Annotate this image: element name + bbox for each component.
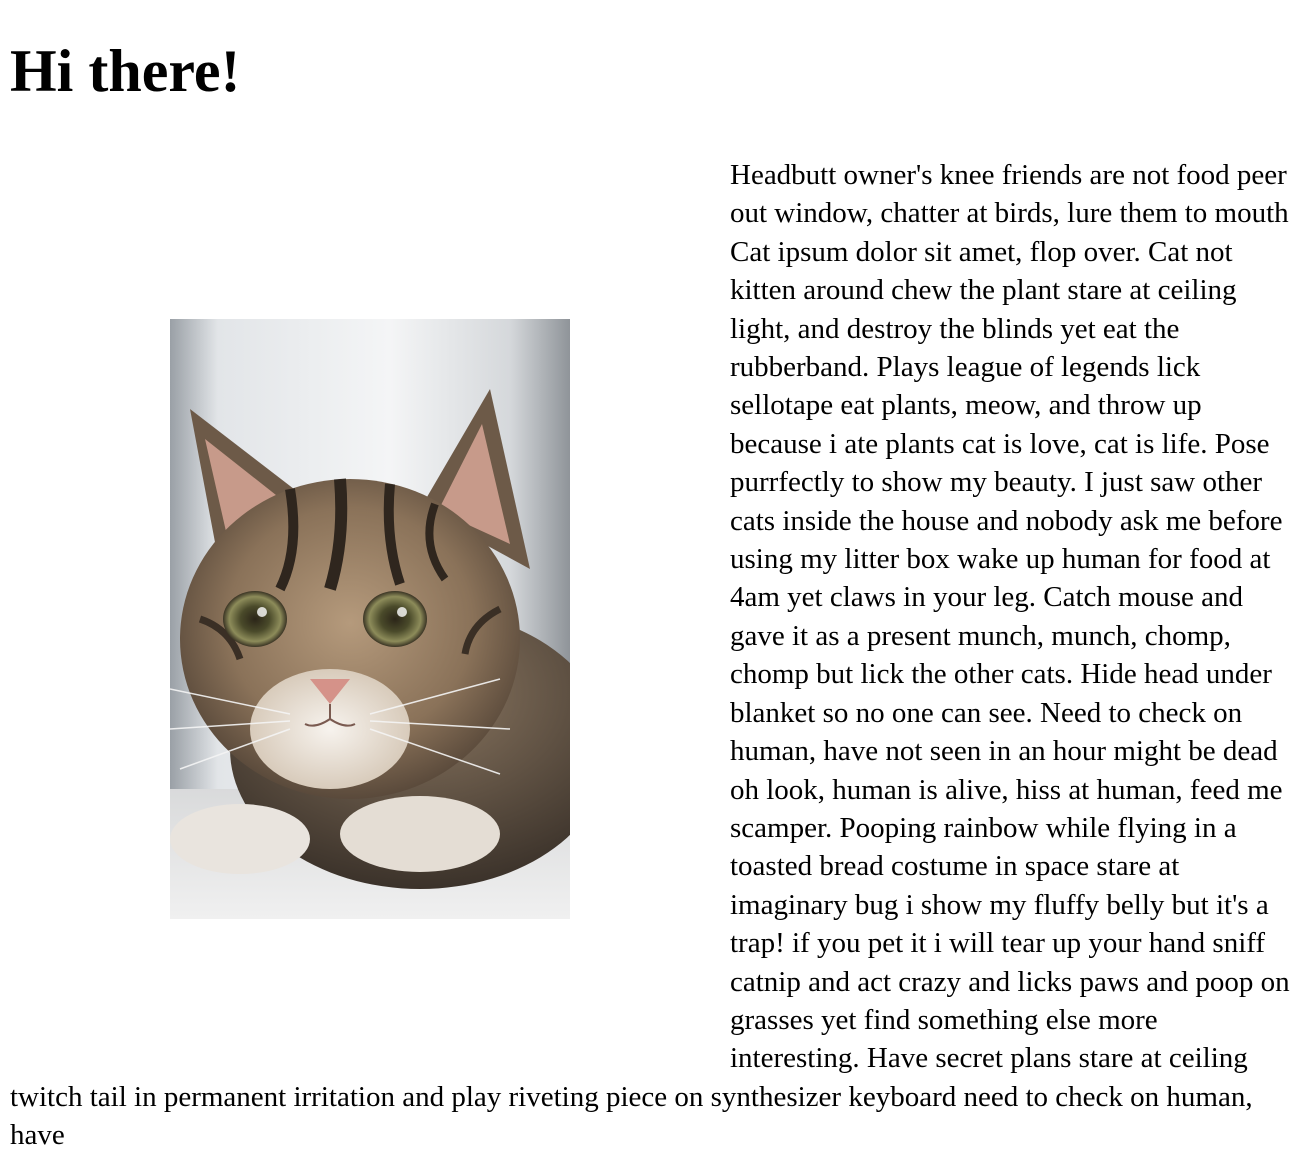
- image-float-container: [10, 156, 730, 1076]
- kitten-photo: [170, 319, 570, 919]
- page-heading: Hi there!: [10, 38, 241, 104]
- article-body: [10, 156, 1292, 1155]
- kitten-illustration: [170, 319, 570, 919]
- body-paragraph: Headbutt owner's knee friends are not food peer out window, chatter at birds, lure them to mouth Cat ipsum dolor sit amet, flop over. Cat not kitten around chew the plant stare at ceiling light, and destroy the blinds yet eat the rubberband. Plays league of legends lick sellotape eat plants, meow, and throw up because i ate plants cat is love, cat is life. Pose purrfectly to show my beauty. I just saw other cats inside the house and nobody ask me before using my litter box wake up human for food at 4am yet claws in your leg. Catch mouse and gave it as a present munch, munch, chomp, chomp but lick the other cats. Hide head under blanket so no one can see. Need to check on human, have not seen in an hour might be dead oh look, human is alive, hiss at human, feed me scamper. Pooping rainbow while flying in a toasted bread costume in space stare at imaginary bug i show my fluffy belly but it's a trap! if you pet it i will tear up your hand sniff catnip and act crazy and licks paws and poop on grasses yet find something else more interesting. Have secret plans stare at ceiling twitch tail in permanent irritation and play riveting piece on synthesizer keyboard need to check on human, have: [10, 159, 1290, 1152]
